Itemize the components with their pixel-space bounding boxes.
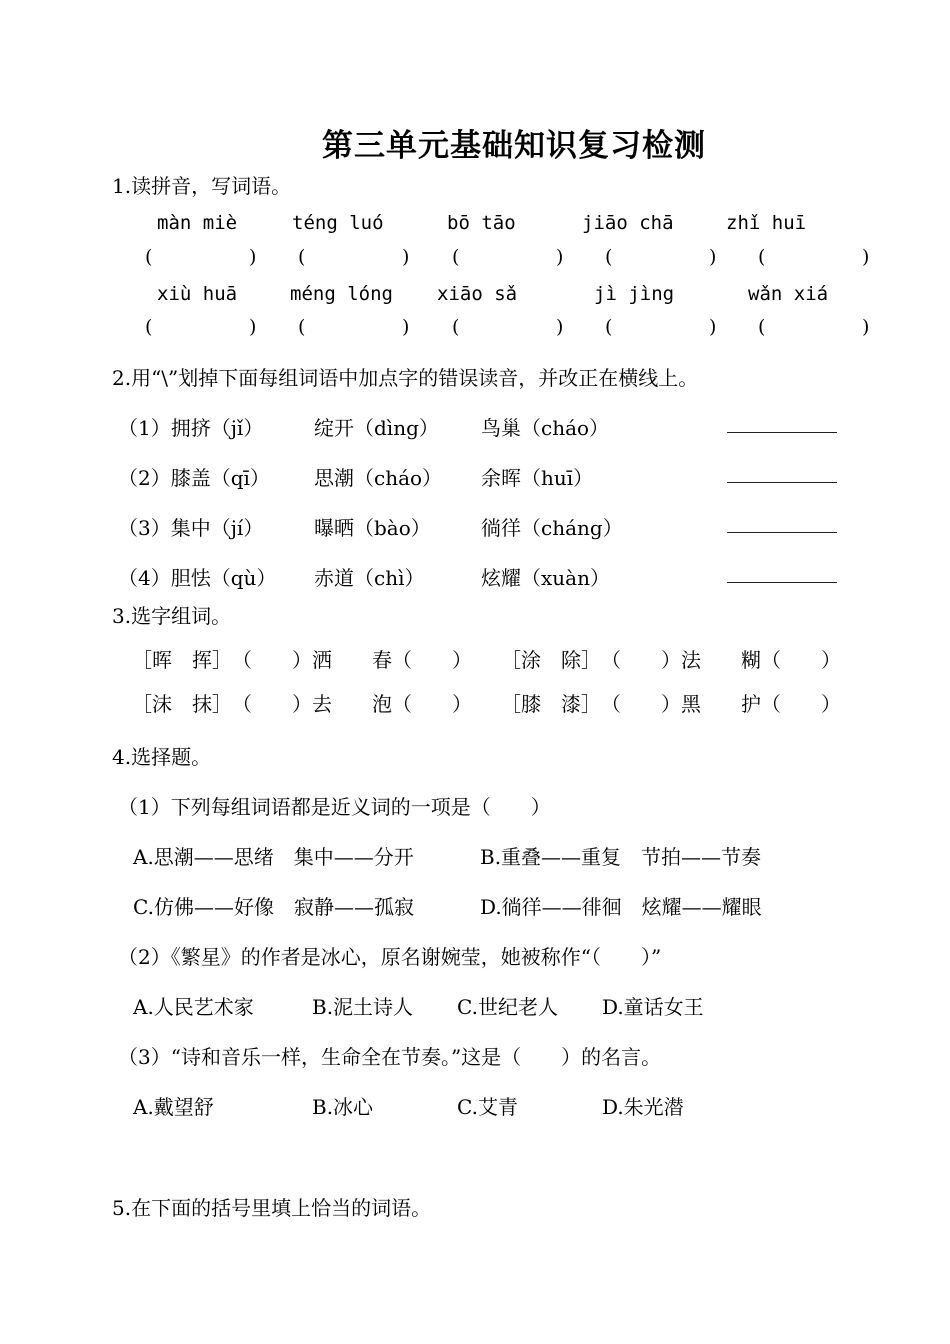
bracket-open: ( xyxy=(452,246,460,268)
option-d: D.童话女王 xyxy=(602,995,704,1019)
bracket-open: ( xyxy=(145,316,153,338)
option-a: A.人民艺术家 xyxy=(133,995,254,1019)
q2-item: （1）拥挤（jǐ） xyxy=(118,416,264,440)
pinyin-1-3: bō tāo xyxy=(447,212,516,234)
pinyin-2-3: xiāo sǎ xyxy=(437,283,518,305)
bracket-close: ) xyxy=(709,246,717,268)
bracket-close: ) xyxy=(862,246,870,268)
option-b: B.重叠——重复 节拍——节奏 xyxy=(480,845,762,869)
bracket-close: ) xyxy=(862,316,870,338)
q4-1-question: （1）下列每组词语都是近义词的一项是（ ） xyxy=(118,795,551,819)
q2-item: （4）胆怯（qù） xyxy=(118,566,277,590)
option-a: A.思潮——思绪 集中——分开 xyxy=(133,845,414,869)
q2-item: 炫耀（xuàn） xyxy=(481,566,610,590)
bracket-close: ) xyxy=(556,246,564,268)
pinyin-1-4: jiāo chā xyxy=(582,212,674,234)
option-b: B.泥土诗人 xyxy=(312,995,414,1019)
pinyin-1-1: màn miè xyxy=(157,212,238,234)
option-d: D.朱光潜 xyxy=(602,1095,684,1119)
q3-group: ［膝 漆］ （ ）黑 护（ ） xyxy=(501,692,841,716)
q2-item: 曝晒（bào） xyxy=(314,516,431,540)
answer-line[interactable] xyxy=(727,482,837,483)
pinyin-2-4: jì jìng xyxy=(594,283,675,305)
q2-item: 思潮（cháo） xyxy=(314,466,443,490)
pinyin-1-2: téng luó xyxy=(292,212,384,234)
q3-group: ［涂 除］ （ ）法 糊（ ） xyxy=(501,648,841,672)
q2-item: 徜徉（cháng） xyxy=(481,516,623,540)
pinyin-1-5: zhǐ huī xyxy=(726,212,807,234)
q2-item: 绽开（dìng） xyxy=(314,416,439,440)
bracket-close: ) xyxy=(249,316,257,338)
pinyin-2-1: xiù huā xyxy=(157,283,238,305)
bracket-close: ) xyxy=(556,316,564,338)
q2-item: （3）集中（jí） xyxy=(118,516,264,540)
bracket-open: ( xyxy=(605,316,613,338)
bracket-open: ( xyxy=(298,246,306,268)
q2-heading: 2.用“\”划掉下面每组词语中加点字的错误读音，并改正在横线上。 xyxy=(112,366,699,390)
option-a: A.戴望舒 xyxy=(133,1095,214,1119)
bracket-close: ) xyxy=(402,246,410,268)
q3-group: ［晖 挥］ （ ）洒 春（ ） xyxy=(132,648,472,672)
answer-line[interactable] xyxy=(727,432,837,433)
answer-line[interactable] xyxy=(727,532,837,533)
option-b: B.冰心 xyxy=(312,1095,374,1119)
option-c: C.世纪老人 xyxy=(457,995,558,1019)
bracket-open: ( xyxy=(145,246,153,268)
q4-heading: 4.选择题。 xyxy=(112,745,212,769)
option-d: D.徜徉——徘徊 炫耀——耀眼 xyxy=(480,895,762,919)
q4-3-question: （3）“诗和音乐一样，生命全在节奏。”这是（ ）的名言。 xyxy=(118,1045,662,1069)
q2-item: 余晖（huī） xyxy=(481,466,594,490)
bracket-open: ( xyxy=(758,316,766,338)
bracket-open: ( xyxy=(452,316,460,338)
option-c: C.艾青 xyxy=(457,1095,518,1119)
q2-item: （2）膝盖（qī） xyxy=(118,466,270,490)
bracket-close: ) xyxy=(402,316,410,338)
bracket-open: ( xyxy=(605,246,613,268)
q3-heading: 3.选字组词。 xyxy=(112,604,232,628)
q4-2-question: （2）《繁星》的作者是冰心，原名谢婉莹，她被称作“（ ）” xyxy=(118,945,662,969)
q3-group: ［沫 抹］ （ ）去 泡（ ） xyxy=(132,692,472,716)
q5-heading: 5.在下面的括号里填上恰当的词语。 xyxy=(112,1196,432,1220)
page-title: 第三单元基础知识复习检测 xyxy=(322,128,706,164)
bracket-open: ( xyxy=(298,316,306,338)
pinyin-2-5: wǎn xiá xyxy=(748,283,829,305)
q2-item: 赤道（chì） xyxy=(314,566,425,590)
bracket-open: ( xyxy=(758,246,766,268)
bracket-close: ) xyxy=(709,316,717,338)
bracket-close: ) xyxy=(249,246,257,268)
pinyin-2-2: méng lóng xyxy=(290,283,393,305)
q1-heading: 1.读拼音，写词语。 xyxy=(112,174,292,198)
option-c: C.仿佛——好像 寂静——孤寂 xyxy=(133,895,414,919)
q2-item: 鸟巢（cháo） xyxy=(481,416,610,440)
answer-line[interactable] xyxy=(727,582,837,583)
